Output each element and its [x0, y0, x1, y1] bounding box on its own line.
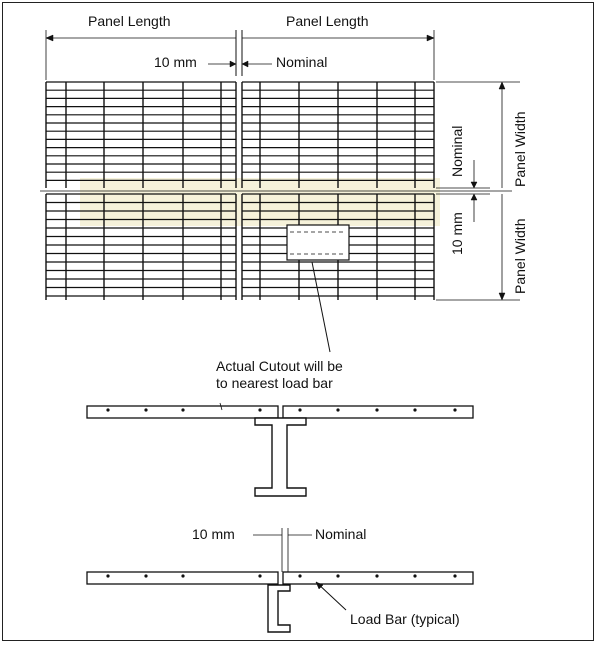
- load-bar-dot: [106, 574, 109, 577]
- panel-length-right-label: Panel Length: [286, 13, 369, 29]
- load-bar-dot: [336, 574, 339, 577]
- load-bar-dot: [258, 408, 261, 411]
- arrow-head: [427, 35, 434, 41]
- panel-length-left-label: Panel Length: [88, 13, 171, 29]
- arrow-head: [471, 194, 477, 200]
- lower-grating-section-left: [87, 572, 278, 584]
- panel-width-lower-label: Panel Width: [512, 218, 528, 294]
- channel-support: [268, 585, 290, 632]
- load-bar-dot: [181, 408, 184, 411]
- load-bar-dot: [375, 574, 378, 577]
- arrow-head: [471, 182, 477, 188]
- load-bar-dot: [375, 408, 378, 411]
- section-views: [87, 403, 473, 632]
- arrow-head: [46, 35, 53, 41]
- nominal-vertical-label: Nominal: [449, 125, 465, 177]
- upper-grating-section-left: [87, 406, 278, 418]
- gap-10mm-label: 10 mm: [154, 54, 197, 70]
- cutout-leader: [312, 262, 330, 352]
- load-bar-note: Load Bar (typical): [350, 611, 460, 627]
- panel-width-upper-label: Panel Width: [512, 111, 528, 187]
- arrow-head: [499, 293, 505, 300]
- cutout-note-line2: to nearest load bar: [216, 375, 333, 391]
- load-bar-dot: [298, 574, 301, 577]
- load-bar-dot: [144, 574, 147, 577]
- load-bar-dot: [298, 408, 301, 411]
- load-bar-dot: [144, 408, 147, 411]
- load-bar-dot: [413, 408, 416, 411]
- cutout-note-line1: Actual Cutout will be: [216, 358, 343, 374]
- load-bar-dot: [106, 408, 109, 411]
- load-bar-dot: [258, 574, 261, 577]
- upper-grating-section-right: [283, 406, 473, 418]
- lower-grating-section-right: [283, 572, 473, 584]
- gap-10mm-vertical-label: 10 mm: [449, 212, 465, 255]
- cutout-box: [287, 225, 349, 260]
- arrow-head: [230, 61, 236, 67]
- arrow-head: [242, 61, 248, 67]
- load-bar-dot: [413, 574, 416, 577]
- load-bar-dot: [181, 574, 184, 577]
- load-bar-dot: [336, 408, 339, 411]
- lower-nominal-label: Nominal: [315, 526, 367, 542]
- i-beam-support: [255, 418, 306, 496]
- load-bar-dot: [453, 574, 456, 577]
- load-bar-dot: [453, 408, 456, 411]
- lower-gap-10mm-label: 10 mm: [192, 526, 235, 542]
- nominal-label: Nominal: [276, 54, 328, 70]
- arrow-head: [499, 82, 505, 89]
